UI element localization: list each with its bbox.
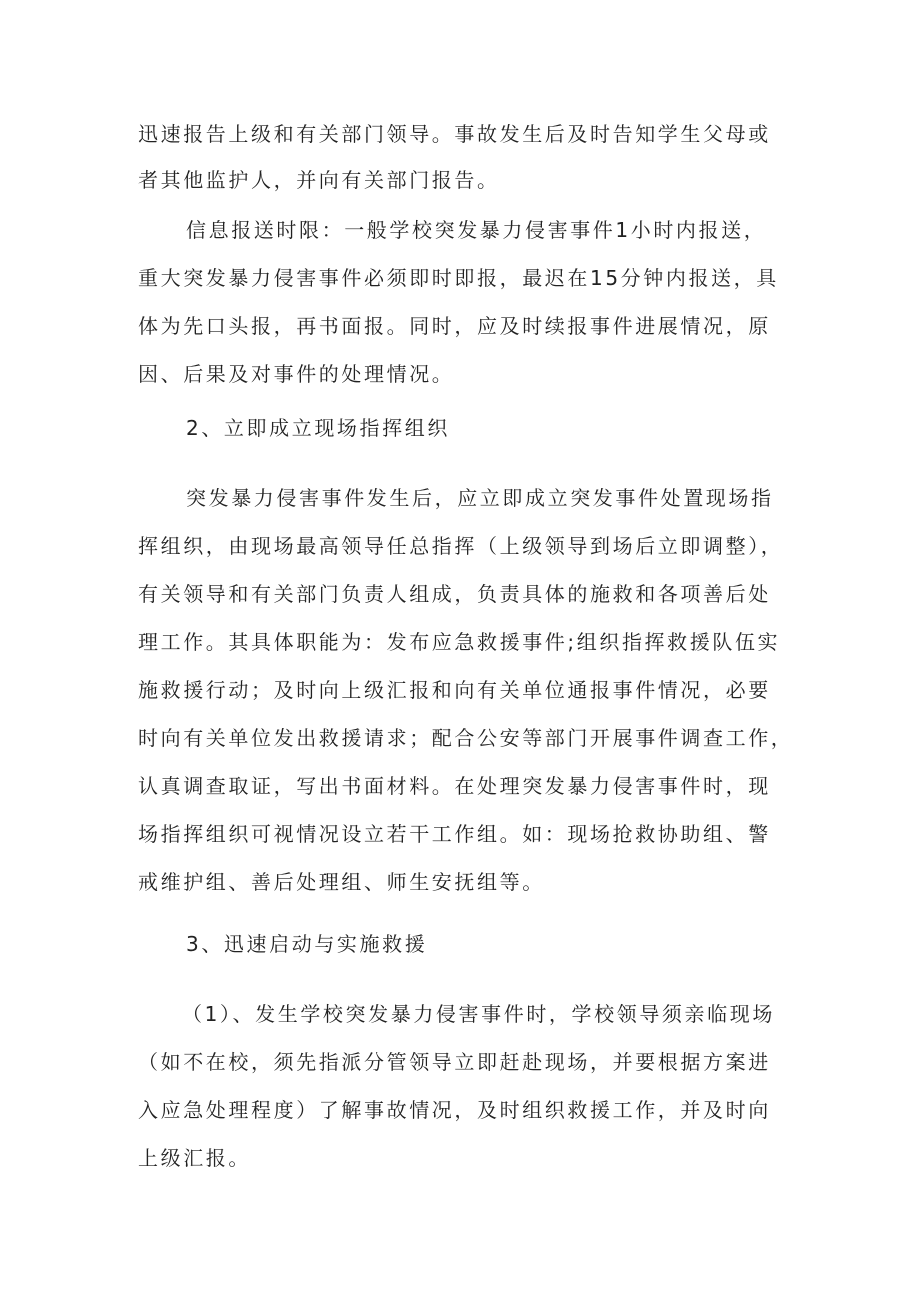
paragraph-3-line-6: 时向有关单位发出救援请求；配合公安等部门开展事件调查工作， xyxy=(138,726,794,750)
paragraph-1-line-2: 者其他监护人，并向有关部门报告。 xyxy=(138,168,500,192)
section-heading-3: 3、迅速启动与实施救援 xyxy=(186,932,428,956)
paragraph-3-line-2: 挥组织，由现场最高领导任总指挥（上级领导到场后立即调整）， xyxy=(138,534,784,558)
paragraph-1-line-1: 迅速报告上级和有关部门领导。事故发生后及时告知学生父母或 xyxy=(138,122,771,146)
paragraph-2-line-1: 信息报送时限：一般学校突发暴力侵害事件1小时内报送， xyxy=(186,218,767,242)
paragraph-4-line-4: 上级汇报。 xyxy=(138,1146,251,1170)
paragraph-3-line-3: 有关领导和有关部门负责人组成，负责具体的施救和各项善后处 xyxy=(138,582,771,606)
paragraph-4-line-1: （1）、发生学校突发暴力侵害事件时，学校领导须亲临现场 xyxy=(182,1002,775,1026)
paragraph-4-line-3: 入应急处理程度）了解事故情况，及时组织救援工作，并及时向 xyxy=(138,1098,771,1122)
paragraph-3-line-9: 戒维护组、善后处理组、师生安抚组等。 xyxy=(138,870,545,894)
paragraph-3-line-5: 施救援行动；及时向上级汇报和向有关单位通报事件情况，必要 xyxy=(138,678,771,702)
paragraph-2-line-4: 因、后果及对事件的处理情况。 xyxy=(138,362,455,386)
section-heading-2: 2、立即成立现场指挥组织 xyxy=(186,416,450,440)
paragraph-2-line-3: 体为先口头报，再书面报。同时，应及时续报事件进展情况，原 xyxy=(138,314,771,338)
paragraph-3-line-8: 场指挥组织可视情况设立若干工作组。如：现场抢救协助组、警 xyxy=(138,822,771,846)
paragraph-4-line-2: （如不在校，须先指派分管领导立即赶赴现场，并要根据方案进 xyxy=(138,1050,771,1074)
paragraph-3-line-7: 认真调查取证，写出书面材料。在处理突发暴力侵害事件时，现 xyxy=(138,774,771,798)
paragraph-2-line-2: 重大突发暴力侵害事件必须即时即报，最迟在15分钟内报送，具 xyxy=(138,266,779,290)
paragraph-3-line-1: 突发暴力侵害事件发生后，应立即成立突发事件处置现场指 xyxy=(186,486,774,510)
paragraph-3-line-4: 理工作。其具体职能为：发布应急救援事件;组织指挥救援队伍实 xyxy=(138,630,781,654)
